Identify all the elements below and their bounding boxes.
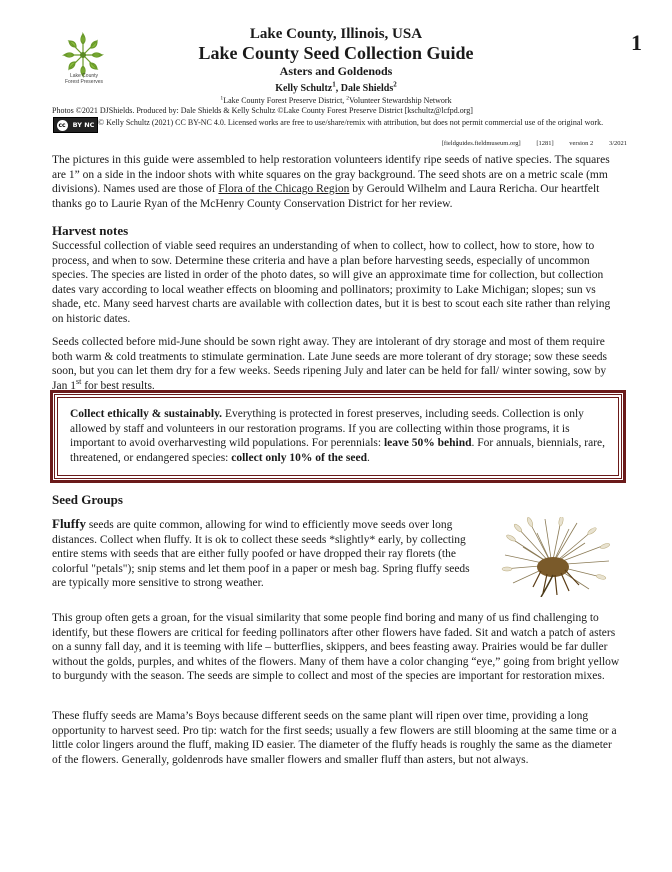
seed-groups-heading: Seed Groups bbox=[52, 492, 123, 507]
harvest-paragraph-1: Successful collection of viable seed requires an understanding of when to collect, how to collect, how to store, how to process, and when to sow. Determine these criteria and have a plan before harvesting seeds, especially of uncommon species. The species are listed in order of the photo dates, so will give an approximate time for collection, but collection dates vary according to local weather effects on blooming and pollinators; proximity to Lake Michigan; slopes; sun vs shade, etc. Many seed harvest charts are available with collection dates, but it is best to scout each site rather than relying on historic dates. bbox=[52, 240, 611, 325]
meta-version: version 2 bbox=[569, 140, 594, 147]
document-meta bbox=[0, 140, 627, 147]
region-title: Lake County, Illinois, USA bbox=[249, 26, 423, 42]
intro-paragraph: The pictures in this guide were assembled to help restoration volunteers identify ripe seeds of native species. The squares are 1” on a side in the indoor shots with white squares on the gray background. The seed shots are on a metric scale (mm divisions). Names used are those of Flora of the Chicago Region by Gerould Wilhelm and Laura Rericha. Our heartfelt thanks go to Laurie Ryan of the McHenry County Conservation District for her review. bbox=[52, 154, 610, 210]
logo-caption: Lake County Forest Preserves bbox=[64, 73, 104, 85]
affiliations: $^1$Lake County Forest Preserve District, $^2$Volunteer Stewardship Network bbox=[220, 95, 452, 105]
fluffy-paragraph: Fluffy seeds are quite common, allowing for wind to efficiently move seeds over long distances. Collect when fluffy. It is ok to collect these seeds *slightly* early, by collecting entire stems with seeds that are either fully poofed or have dropped their ray florets (the colorful "petals"); snip stems and let them poof in a paper or mesh bag. Spring fluffy seeds are typically more sensitive to strong weather. bbox=[52, 516, 470, 589]
harvest-paragraph-2: Seeds collected before mid-June should be sown right away. They are intolerant of dry storage and most of them require both warm & cold treatments to stimulate germination. Late June seeds are more tolerant of dry storage; sow these seeds soon, but you can let them dry for a few weeks. Seeds ripening July and later can be held for fall/ winter sowing, sow by Jan 1st for best results. bbox=[52, 336, 608, 392]
guide-title: Lake County Seed Collection Guide bbox=[198, 43, 474, 63]
seed-group-paragraph-1: This group often gets a groan, for the visual similarity that some people find boring and many of us find challenging to identify, but these flowers are critical for feeding pollinators after other flowers have faded. Sit and watch a patch of asters on a sunny fall day, and it is teeming with life – butterflies, skippers, and bees feasting away. Prairies would be far duller without the golds, purples, and whites of the flowers. Many of them have a color changing “eye,” going from bright yellow to burgundy with the season. The seeds are simple to collect and most of the species are important for restoration mixes. bbox=[52, 612, 620, 682]
photo-credits: Photos ©2021 DJShields. Produced by: Dale Shields & Kelly Schultz ©Lake County Forest Preserve District [kschultz@lcfpd.org] bbox=[52, 106, 473, 115]
harvest-notes-heading: Harvest notes bbox=[52, 223, 129, 238]
seed-group-paragraph-2: These fluffy seeds are Mama’s Boys because different seeds on the same plant will ripen over time, providing a long opportunity to harvest seed. Pro tip: watch for the first seeds; usually a few flowers are still blooming at the same time or a little color lingers around the fluff, making ID easier. The diameter of the fluffy heads is roughly the same as the diameter of the flowers. Generally, goldenrods have smaller flowers and smaller fluff than asters, but not always. bbox=[52, 710, 617, 766]
license-text: © Kelly Schultz (2021) CC BY-NC 4.0. Licensed works are free to use/share/remix with attribution, but does not permit commercial use of the original work. bbox=[98, 118, 604, 127]
guide-subtitle: Asters and Goldenods bbox=[279, 64, 393, 78]
cc-license-badge: cc BY NC bbox=[53, 117, 98, 133]
authors: Kelly Schultz$^1$, Dale Shields$^2$ bbox=[275, 80, 397, 94]
fluffy-seedhead-image bbox=[497, 517, 615, 597]
meta-date: 3/2021 bbox=[608, 140, 627, 147]
page-number: 1 bbox=[631, 30, 642, 55]
flora-link[interactable]: Flora of the Chicago Region bbox=[218, 183, 350, 195]
ethics-callout-text: Collect ethically & sustainably. Everything is protected in forest preserves, including seeds. Collection is only allowed by staff and volunteers in our restoration programs. If you are collecting within those programs, it is important to avoid overharvesting wild populations. For perennials: leave 50% behind. For annuals, biennials, rare, threatened, or endangered species: collect only 10% of the seed. bbox=[70, 408, 606, 464]
meta-id: [1281] bbox=[536, 140, 554, 147]
meta-site: [fieldguides.fieldmuseum.org] bbox=[441, 140, 521, 147]
